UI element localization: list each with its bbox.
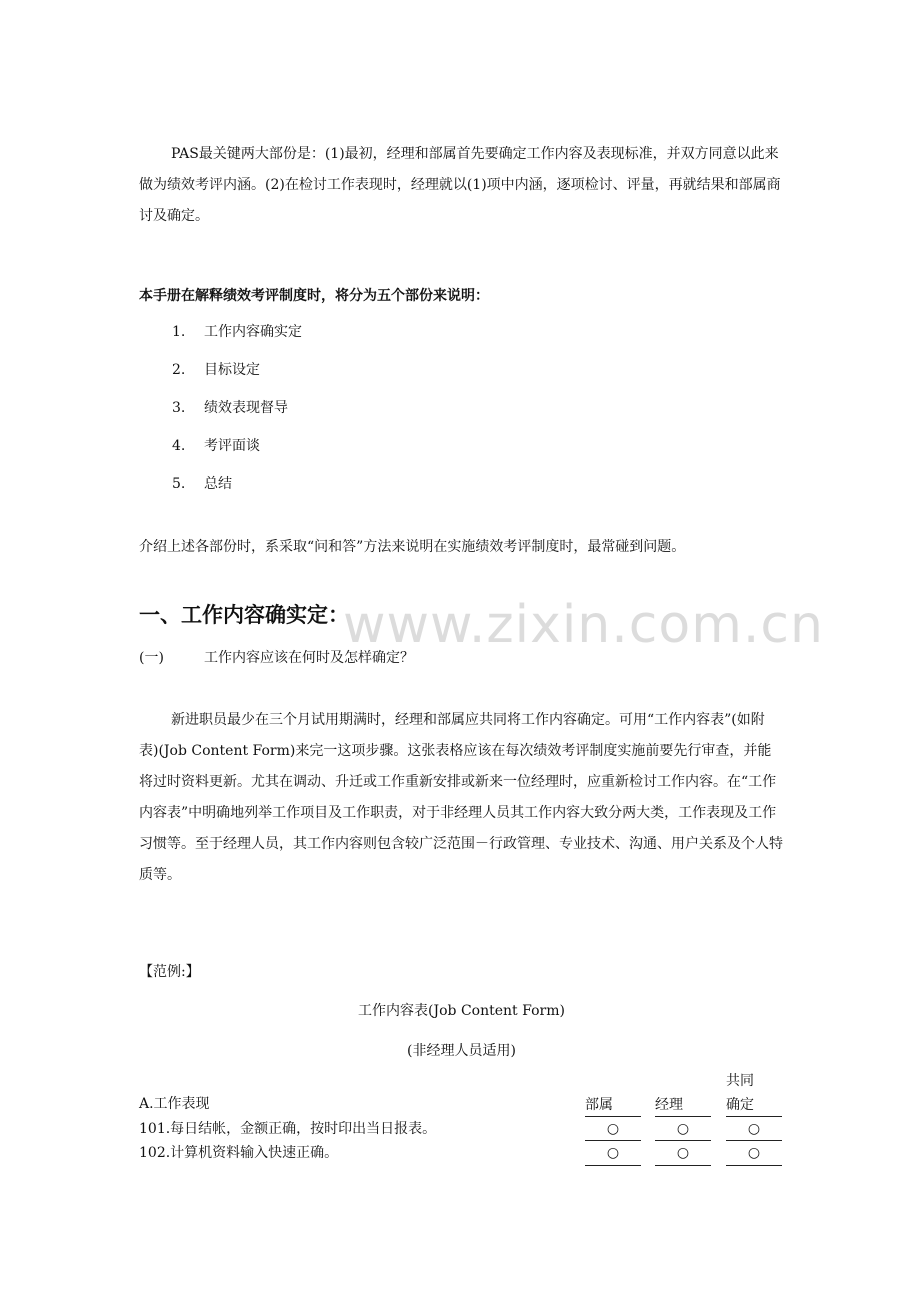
row-underline: [655, 1140, 711, 1141]
sub-question-text: 工作内容应该在何时及怎样确定？: [204, 650, 414, 666]
list-item: [172, 474, 232, 494]
list-item-number: 1.: [172, 324, 186, 340]
example-label: 【范例:】: [139, 964, 200, 980]
list-item-text: 工作内容确实定: [204, 324, 302, 340]
list-item-number: 5.: [172, 476, 186, 492]
column-header-joint-line2: 确定: [726, 1097, 754, 1113]
list-item: [172, 398, 288, 418]
column-underline: [655, 1116, 711, 1117]
list-item-number: 3.: [172, 400, 186, 416]
list-item: [172, 322, 302, 342]
form-title: 工作内容表(Job Content Form): [358, 1003, 565, 1019]
section-label: A.工作表现: [139, 1096, 210, 1112]
list-item-text: 考评面谈: [204, 438, 260, 454]
column-header-subordinate: 部属: [585, 1097, 613, 1113]
rating-circle[interactable]: ○: [676, 1145, 690, 1161]
sub-question-marker: (一): [139, 650, 164, 666]
row-underline: [585, 1165, 641, 1166]
table-row-label: 102.计算机资料输入快速正确。: [139, 1145, 339, 1161]
intro-closing: 介绍上述各部份时，系采取“问和答”方法来说明在实施绩效考评制度时，最常碰到问题。: [139, 539, 686, 555]
rating-circle[interactable]: ○: [676, 1121, 690, 1137]
rating-circle[interactable]: ○: [747, 1121, 761, 1137]
list-item-text: 总结: [204, 476, 232, 492]
list-item: [172, 436, 260, 456]
table-row-label: 101.每日结帐，金额正确，按时印出当日报表。: [139, 1121, 437, 1137]
row-underline: [726, 1140, 782, 1141]
watermark: www.zixin.com.cn: [343, 595, 824, 655]
row-underline: [655, 1165, 711, 1166]
section-heading: 一、工作内容确实定：: [139, 603, 349, 627]
column-underline: [726, 1116, 782, 1117]
list-item-number: 2.: [172, 362, 186, 378]
column-underline: [585, 1116, 641, 1117]
rating-circle[interactable]: ○: [606, 1121, 620, 1137]
column-header-joint-line1: 共同: [726, 1073, 754, 1089]
list-item-text: 目标设定: [204, 362, 260, 378]
column-header-manager: 经理: [655, 1097, 683, 1113]
rating-circle[interactable]: ○: [747, 1145, 761, 1161]
section-paragraph: 新进职员最少在三个月试用期满时，经理和部属应共同将工作内容确定。可用“工作内容表”(如附表)(Job Content Form)来完一这项步骤。这张表格应该在每次绩效考评制度实施前要先行审查，并能将过时资料更新。尤其在调动、升迁或工作重新安排或新来一位经理时，应重新检讨工作内容。在“工作内容表”中明确地列举工作项目及工作职责，对于非经理人员其工作内容大致分两大类，工作表现及工作习惯等。至于经理人员，其工作内容则包含较广泛范围－行政管理、专业技术、沟通、用户关系及个人特质等。: [139, 712, 783, 883]
intro-paragraph: PAS最关键两大部份是：(1)最初，经理和部属首先要确定工作内容及表现标准，并双方同意以此来做为绩效考评内涵。(2)在检讨工作表现时，经理就以(1)项中内涵，逐项检讨、评量，再就结果和部属商讨及确定。: [139, 146, 781, 224]
sub-question: [139, 648, 414, 668]
rating-circle[interactable]: ○: [606, 1145, 620, 1161]
form-subtitle: (非经理人员适用): [407, 1043, 516, 1059]
row-underline: [585, 1140, 641, 1141]
list-item-text: 绩效表现督导: [204, 400, 288, 416]
list-item-number: 4.: [172, 438, 186, 454]
list-item: [172, 360, 260, 380]
intro-bold-line: 本手册在解释绩效考评制度时，将分为五个部份来说明：: [139, 288, 489, 304]
row-underline: [726, 1165, 782, 1166]
